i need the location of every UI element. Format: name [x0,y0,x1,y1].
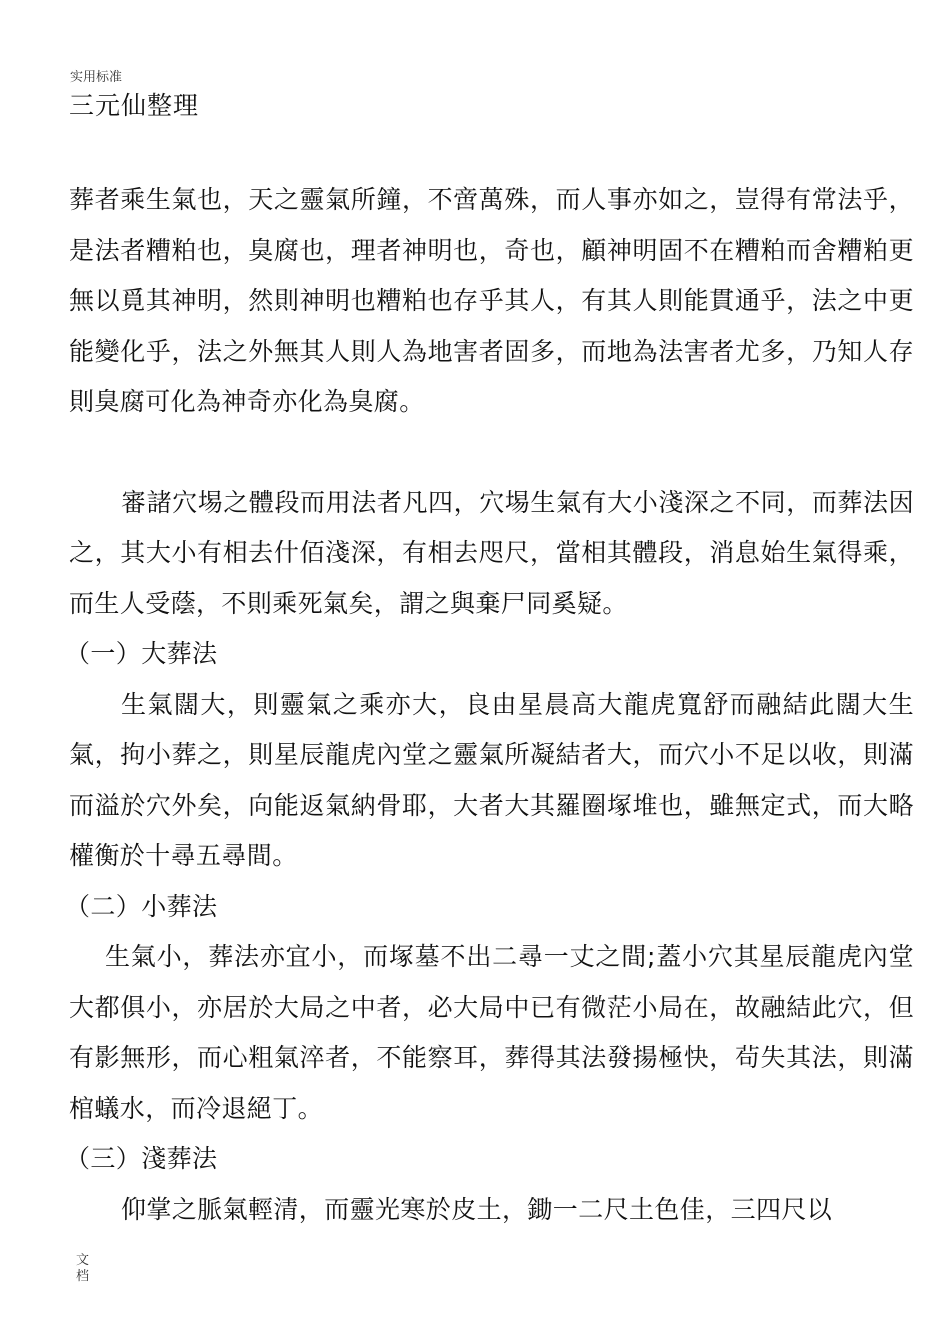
section-text-shallow-burial: 仰掌之脈氣輕清，而靈光寒於皮土，鋤一二尺土色佳，三四尺以 [121,1194,833,1224]
section-heading-large-burial: （一）大葬法 [65,639,218,668]
paragraph-gap [69,428,914,478]
section-heading-small-burial: （二）小葬法 [65,891,218,921]
footer-label: 文档 [76,1253,90,1284]
intro-paragraph: 葬者乘生氣也，天之靈氣所鐘，不啻萬殊，而人事亦如之，豈得有常法乎，是法者糟粕也，臭腐也，理者神明也，奇也，顧神明固不在糟粕而舍糟粕更無以覓其神明，然則神明也糟粕也存乎其人，有其人則能貫通乎，法之中更能變化乎，法之外無其人則人為地害者固多，而地為法害者尤多，乃知人存則臭腐可化為神奇亦化為臭腐。 [69,185,914,416]
document-title: 三元仙整理 [69,91,200,120]
document-body [65,175,914,1235]
section-text-large-burial: 生氣闊大，則靈氣之乘亦大，良由星晨高大龍虎寬舒而融結此闊大生氣，拘小葬之，則星辰龍虎內堂之靈氣所凝結者大，而穴小不足以收，則滿而溢於穴外矣，向能返氣納骨耶，大者大其羅圈塚堆也，雖無定式，而大略權衡於十尋五尋間。 [69,689,914,870]
overview-paragraph: 審諸穴埸之體段而用法者凡四，穴埸生氣有大小淺深之不同，而葬法因之，其大小有相去什佰淺深，有相去咫尺，當相其體段，消息始生氣得乘，而生人受蔭，不則乘死氣矣，謂之與棄尸同奚疑。 [69,487,914,618]
section-heading-shallow-burial: （三）淺葬法 [65,1144,218,1173]
section-text-small-burial: 生氣小，葬法亦宜小，而塚墓不出二尋一丈之間;蓋小穴其星辰龍虎內堂大都俱小，亦居於大局之中者，必大局中已有微茫小局在，故融結此穴，但有影無形，而心粗氣淬者，不能察耳，葬得其法發揚極快，茍失其法，則滿棺蟻水，而冷退絕丁。 [69,942,914,1123]
header-label: 实用标准 [70,70,123,85]
